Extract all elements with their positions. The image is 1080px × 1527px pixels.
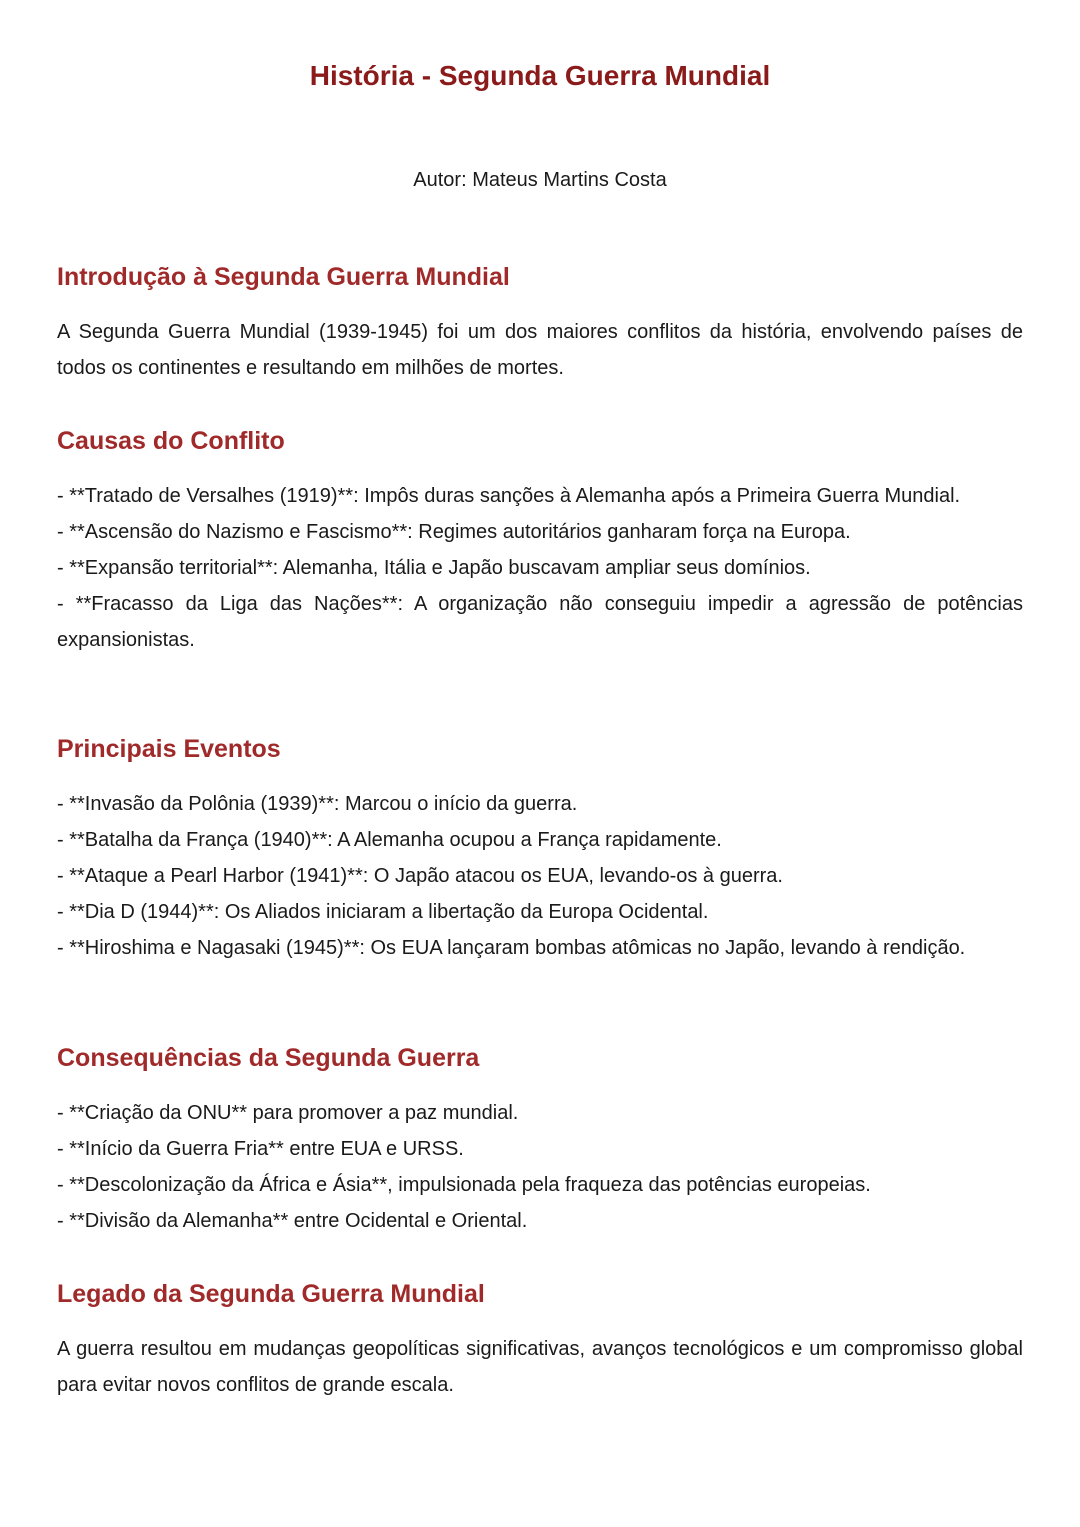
list-item: - **Tratado de Versalhes (1919)**: Impôs duras sanções à Alemanha após a Primeira Guerra Mundial. <box>57 485 961 507</box>
list-item: - **Descolonização da África e Ásia**, impulsionada pela fraqueza das potências europeias. <box>57 1174 871 1196</box>
list-item: - **Criação da ONU** para promover a paz mundial. <box>57 1102 519 1124</box>
section-heading-introduction: Introdução à Segunda Guerra Mundial <box>57 263 510 291</box>
section-causes <box>57 424 1023 658</box>
causes-list <box>57 478 1023 658</box>
introduction-paragraph: A Segunda Guerra Mundial (1939-1945) foi um dos maiores conflitos da história, envolvendo países de todos os continentes e resultando em milhões de mortes. <box>57 321 1023 379</box>
list-item: - **Divisão da Alemanha** entre Ocidental e Oriental. <box>57 1210 528 1232</box>
list-item: - **Batalha da França (1940)**: A Alemanha ocupou a França rapidamente. <box>57 829 722 851</box>
list-item: - **Ataque a Pearl Harbor (1941)**: O Japão atacou os EUA, levando-os à guerra. <box>57 865 783 887</box>
list-item: - **Expansão territorial**: Alemanha, Itália e Japão buscavam ampliar seus domínios. <box>57 557 811 579</box>
section-heading-legacy: Legado da Segunda Guerra Mundial <box>57 1280 485 1308</box>
document-author: Autor: Mateus Martins Costa <box>413 169 667 191</box>
list-item: - **Invasão da Polônia (1939)**: Marcou o início da guerra. <box>57 793 578 815</box>
list-item: - **Fracasso da Liga das Nações**: A organização não conseguiu impedir a agressão de potências expansionistas. <box>57 593 1023 651</box>
section-introduction <box>57 260 1023 386</box>
section-consequences <box>57 1041 1023 1239</box>
list-item: - **Início da Guerra Fria** entre EUA e URSS. <box>57 1138 464 1160</box>
events-list <box>57 786 1023 966</box>
section-legacy <box>57 1277 1023 1403</box>
document-title: História - Segunda Guerra Mundial <box>309 60 771 91</box>
consequences-list <box>57 1095 1023 1239</box>
list-item: - **Hiroshima e Nagasaki (1945)**: Os EUA lançaram bombas atômicas no Japão, levando à rendição. <box>57 937 966 959</box>
section-heading-consequences: Consequências da Segunda Guerra <box>57 1044 480 1072</box>
section-heading-causes: Causas do Conflito <box>57 427 285 455</box>
section-heading-events: Principais Eventos <box>57 735 281 763</box>
list-item: - **Ascensão do Nazismo e Fascismo**: Regimes autoritários ganharam força na Europa. <box>57 521 851 543</box>
legacy-paragraph: A guerra resultou em mudanças geopolíticas significativas, avanços tecnológicos e um compromisso global para evitar novos conflitos de grande escala. <box>57 1338 1023 1396</box>
list-item: - **Dia D (1944)**: Os Aliados iniciaram a libertação da Europa Ocidental. <box>57 901 709 923</box>
section-events <box>57 732 1023 966</box>
